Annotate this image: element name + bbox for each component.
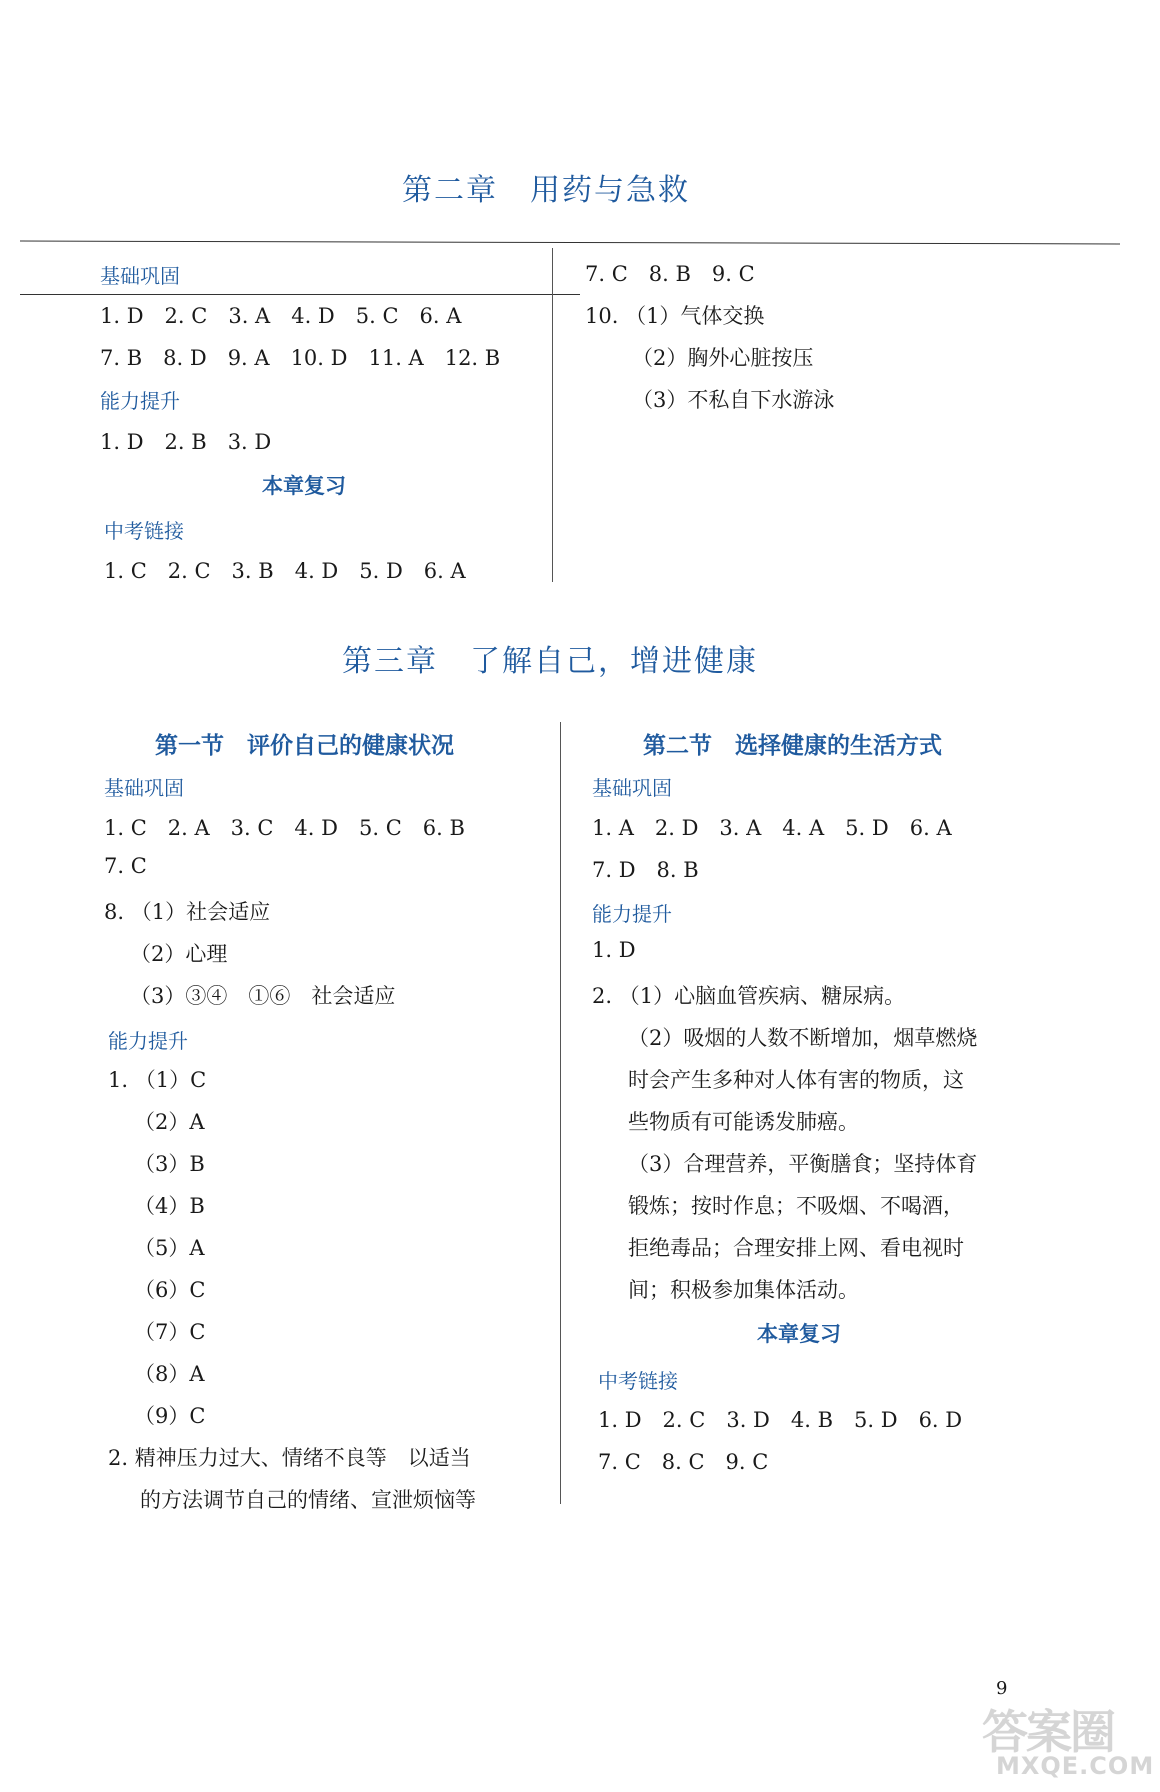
column-divider-ch2 [552,248,553,582]
column-divider-ch3 [560,722,561,1504]
basic-label: 基础巩固 [592,776,672,800]
divider-top [20,241,1120,245]
answer-line: 1. D 2. C 3. D 4. B 5. D 6. D [598,1408,963,1432]
ability-label: 能力提升 [592,902,672,926]
answer-line: 拒绝毒品；合理安排上网、看电视时 [628,1236,964,1260]
watermark-url: MXQE.COM [996,1752,1155,1780]
answer-line: 1. （1）C [108,1068,207,1092]
answer-line: （3）不私自下水游泳 [632,388,835,412]
link-label: 中考链接 [104,519,184,543]
answer-line: 1. D 2. B 3. D [100,430,272,454]
chapter-2-title: 第二章 用药与急救 [402,173,690,208]
answer-line: （3）③④ ①⑥ 社会适应 [130,984,396,1008]
answer-line: 7. C 8. C 9. C [598,1450,769,1474]
answer-line: 的方法调节自己的情绪、宣泄烦恼等 [140,1488,476,1512]
answer-line: 间；积极参加集体活动。 [628,1278,859,1302]
answer-line: 7. D 8. B [592,858,699,882]
answer-line: 10. （1）气体交换 [585,304,765,328]
watermark-logo: 答案圈 [982,1705,1114,1759]
ability-label: 能力提升 [108,1029,188,1053]
answer-line: （3）B [134,1152,205,1176]
answer-line: 2. 精神压力过大、情绪不良等 以适当 [108,1446,471,1470]
chapter-3-title: 第三章 了解自己，增进健康 [342,644,758,679]
answer-line: 7. C [104,854,147,878]
answer-line: 1. C 2. C 3. B 4. D 5. D 6. A [104,559,466,583]
answer-line: （9）C [134,1404,206,1428]
review-title: 本章复习 [757,1321,841,1346]
answer-line: 7. B 8. D 9. A 10. D 11. A 12. B [100,346,501,370]
answer-line: （4）B [134,1194,205,1218]
answer-line: （2）心理 [130,942,228,966]
answer-line: （5）A [134,1236,205,1260]
link-label: 中考链接 [598,1369,678,1393]
answer-line: 1. D 2. C 3. A 4. D 5. C 6. A [100,304,462,328]
answer-line: 8. （1）社会适应 [104,900,271,924]
section-1-title: 第一节 评价自己的健康状况 [155,732,454,759]
answer-line: （2）A [134,1110,205,1134]
page-number: 9 [996,1678,1008,1699]
basic-label: 基础巩固 [100,264,180,288]
divider-second [20,294,580,295]
review-title: 本章复习 [262,473,346,498]
answer-line: （7）C [134,1320,206,1344]
answer-line: 时会产生多种对人体有害的物质，这 [628,1068,964,1092]
answer-line: 1. D [592,938,636,962]
answer-line: 1. C 2. A 3. C 4. D 5. C 6. B [104,816,465,840]
section-2-title: 第二节 选择健康的生活方式 [643,732,942,759]
answer-line: （2）胸外心脏按压 [632,346,814,370]
basic-label: 基础巩固 [104,776,184,800]
answer-line: （6）C [134,1278,206,1302]
answer-line: 7. C 8. B 9. C [585,262,755,286]
answer-line: 锻炼；按时作息；不吸烟、不喝酒， [628,1194,964,1218]
ability-label: 能力提升 [100,389,180,413]
answer-line: （3）合理营养，平衡膳食；坚持体育 [628,1152,978,1176]
answer-line: （8）A [134,1362,205,1386]
answer-line: 些物质有可能诱发肺癌。 [628,1110,859,1134]
answer-line: 2. （1）心脑血管疾病、糖尿病。 [592,984,906,1008]
answer-line: 1. A 2. D 3. A 4. A 5. D 6. A [592,816,952,840]
answer-line: （2）吸烟的人数不断增加，烟草燃烧 [628,1026,978,1050]
